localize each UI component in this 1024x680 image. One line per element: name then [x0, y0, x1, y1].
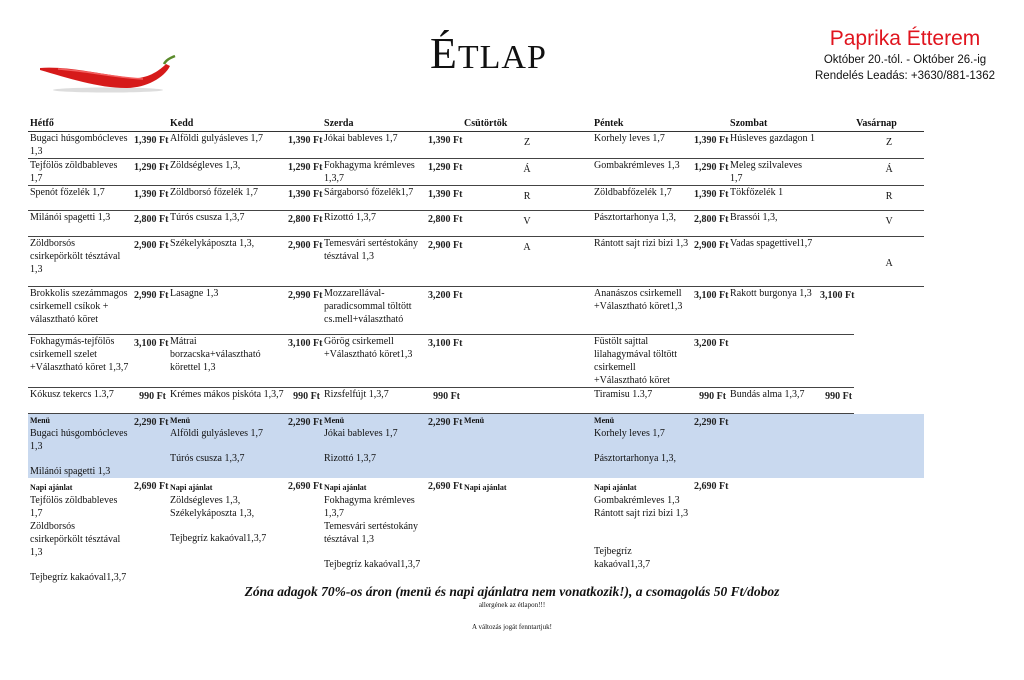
- menu-price: 2,290 Ft: [426, 414, 462, 479]
- footer-note: Zóna adagok 70%-os áron (menü és napi ajánlatra nem vonatkozik!), a csomagolás 50 Ft/doboz: [244, 584, 780, 599]
- daily-offer-price: 2,690 Ft: [134, 481, 169, 492]
- empty-cell: [854, 287, 924, 335]
- daily-offer-cell: [28, 478, 132, 584]
- dish-price: 1,390 Ft: [132, 186, 168, 211]
- dish-name: Tökfőzelék 1: [728, 186, 818, 211]
- dish-price: 3,100 Ft: [426, 335, 462, 388]
- restaurant-info: [800, 26, 1010, 84]
- dish-name: Székelykáposzta 1,3,: [168, 237, 286, 287]
- dish-price: 3,100 Ft: [132, 335, 168, 388]
- menu-label: Menü: [324, 416, 345, 425]
- dish-price: 2,900 Ft: [426, 237, 462, 287]
- menu-row: [28, 132, 924, 159]
- menu-item: Milánói spagetti 1,3: [30, 466, 111, 477]
- closed-letter: A: [854, 237, 924, 287]
- daily-offer-item: Zöldségleves 1,3,: [170, 495, 241, 506]
- menu-label: Menü: [30, 416, 50, 425]
- dish-price: 990 Ft: [692, 388, 728, 414]
- menu-cell: [462, 414, 592, 479]
- daily-offer-label: Napi ajánlat: [464, 483, 507, 492]
- daily-offer-price: 2,690 Ft: [288, 481, 323, 492]
- closed-letter: Á: [462, 159, 592, 186]
- menu-cell: [592, 414, 692, 479]
- dish-price: [818, 186, 854, 211]
- dish-name: Rizsfelfújt 1,3,7: [322, 388, 426, 414]
- dish-price: 1,390 Ft: [286, 186, 322, 211]
- menu-price: 2,290 Ft: [132, 414, 168, 479]
- dish-name: Zöldborsós csirkepörkölt tésztával 1,3: [28, 237, 132, 287]
- menu-label: Menü: [594, 416, 615, 425]
- dish-name: Brassói 1,3,: [728, 211, 818, 237]
- menu-cell: [322, 414, 426, 479]
- spacer: [30, 453, 130, 465]
- dish-price: 2,990 Ft: [286, 287, 322, 335]
- empty-cell: [854, 388, 924, 414]
- closed-letter: R: [462, 186, 592, 211]
- dish-name: Meleg szilvaleves 1,7: [728, 159, 818, 186]
- dish-price: [818, 237, 854, 287]
- day-header: Csütörtök: [462, 117, 592, 132]
- empty-cell: [462, 388, 592, 414]
- menu-label: Menü: [170, 416, 191, 425]
- daily-offer-item: Rántott sajt rizi bizi 1,3: [594, 508, 689, 519]
- closed-letter: V: [854, 211, 924, 237]
- dish-name: Gombakrémleves 1,3: [592, 159, 692, 186]
- daily-offer-cell: [322, 478, 426, 584]
- dish-name: Brokkolis szezámmagos csirkemell csíkok + választható köret: [28, 287, 132, 335]
- spacer: [30, 559, 130, 571]
- dish-name: Fokhagymás-tejfölös csirkemell szelet +Választható köret 1,3,7: [28, 335, 132, 388]
- daily-offer-item: Tejbegríz kakaóval1,3,7: [170, 533, 267, 544]
- spacer: [324, 440, 424, 452]
- daily-offer-item: Tejbegríz kakaóval1,3,7: [324, 559, 421, 570]
- date-range: Október 20.-tól. - Október 26.-ig: [823, 54, 987, 66]
- dish-price: 3,200 Ft: [692, 335, 728, 388]
- menu-row: [28, 388, 924, 414]
- dish-price: 3,200 Ft: [426, 287, 462, 335]
- dish-name: Korhely leves 1,7: [592, 132, 692, 159]
- dish-price: 3,100 Ft: [286, 335, 322, 388]
- dish-price: 2,990 Ft: [132, 287, 168, 335]
- order-phone: Rendelés Leadás: +3630/881-1362: [815, 70, 995, 82]
- daily-offer-price: 2,690 Ft: [694, 481, 729, 492]
- dish-name: Mátrai borzacska+választható körettel 1,3: [168, 335, 286, 388]
- daily-offer-item: Fokhagyma krémleves 1,3,7: [324, 495, 415, 519]
- dish-price: 990 Ft: [426, 388, 462, 414]
- dish-name: Krémes mákos piskóta 1,3,7: [168, 388, 286, 414]
- dish-name: Húsleves gazdagon 1: [728, 132, 818, 159]
- spacer: [324, 546, 424, 558]
- closed-letter: Á: [854, 159, 924, 186]
- dish-price: 1,390 Ft: [692, 132, 728, 159]
- dish-name: Bugaci húsgombócleves 1,3: [28, 132, 132, 159]
- empty-cell: [462, 335, 592, 388]
- closed-letter: Z: [854, 132, 924, 159]
- daily-offer-label: Napi ajánlat: [170, 483, 213, 492]
- empty-cell: [854, 414, 924, 479]
- dish-name: Rakott burgonya 1,3: [728, 287, 818, 335]
- dish-name: Kókusz tekercs 1.3,7: [28, 388, 132, 414]
- dish-name: Füstölt sajttal lilahagymával töltött csirkemell +Választható köret: [592, 335, 692, 388]
- weekly-menu-table: [28, 117, 924, 584]
- spacer: [594, 440, 690, 452]
- restaurant-name: Paprika Étterem: [829, 27, 981, 50]
- daily-offer-row: [28, 478, 924, 584]
- day-header: Hétfő: [28, 117, 168, 132]
- dish-name: Temesvári sertéstokány tésztával 1,3: [322, 237, 426, 287]
- dish-price: 1,290 Ft: [132, 159, 168, 186]
- dish-name: Spenót főzelék 1,7: [28, 186, 132, 211]
- dish-name: Tejfölös zöldbableves 1,7: [28, 159, 132, 186]
- menu-item: Alföldi gulyásleves 1,7: [170, 428, 264, 439]
- dish-price: 2,800 Ft: [426, 211, 462, 237]
- dish-name: Ananászos csirkemell +Választható köret1,3: [592, 287, 692, 335]
- dish-name: Bundás alma 1,3,7: [728, 388, 818, 414]
- menu-item: Bugaci húsgombócleves 1,3: [30, 428, 128, 452]
- spacer: [594, 520, 690, 545]
- dish-price: [818, 211, 854, 237]
- dish-price: 990 Ft: [132, 388, 168, 414]
- dish-name: Görög csirkemell +Választható köret1,3: [322, 335, 426, 388]
- dish-name: Rizottó 1,3,7: [322, 211, 426, 237]
- dish-name: Tiramisu 1.3,7: [592, 388, 692, 414]
- rights-note: A változás jogát fenntartjuk!: [472, 623, 552, 631]
- day-header: Péntek: [592, 117, 728, 132]
- dish-price: 990 Ft: [818, 388, 854, 414]
- dish-price: [818, 132, 854, 159]
- dish-name: Vadas spagettivel1,7: [728, 237, 818, 287]
- daily-offer-label: Napi ajánlat: [30, 483, 73, 492]
- dish-price: 2,800 Ft: [692, 211, 728, 237]
- day-header: Kedd: [168, 117, 322, 132]
- dish-name: Pásztortarhonya 1,3,: [592, 211, 692, 237]
- daily-offer-label: Napi ajánlat: [594, 483, 637, 492]
- dish-name: Rántott sajt rizi bizi 1,3: [592, 237, 692, 287]
- daily-offer-item: Székelykáposzta 1,3,: [170, 508, 255, 519]
- empty-cell: [854, 478, 924, 584]
- dish-price: 3,100 Ft: [818, 287, 854, 335]
- daily-offer-item: Tejbegríz kakaóval1,3,7: [594, 546, 651, 570]
- allergen-note: allergének az étlapon!!!: [478, 601, 546, 609]
- daily-offer-item: Tejbegríz kakaóval1,3,7: [30, 572, 127, 583]
- daily-offer-item: Temesvári sertéstokány tésztával 1,3: [324, 521, 419, 545]
- dish-name: Fokhagyma krémleves 1,3,7: [322, 159, 426, 186]
- empty-cell: [728, 478, 818, 584]
- menu-row: [28, 287, 924, 335]
- dish-name: [728, 335, 818, 388]
- dish-price: 2,800 Ft: [286, 211, 322, 237]
- chili-pepper-icon: [38, 52, 178, 94]
- spacer: [170, 520, 284, 532]
- dish-price: [818, 335, 854, 388]
- menu-item: Jókai bableves 1,7: [324, 428, 398, 439]
- dish-name: Mozzarellával-paradicsommal töltött cs.mell+választható: [322, 287, 426, 335]
- empty-cell: [728, 414, 818, 479]
- menu-price: 2,290 Ft: [692, 414, 728, 479]
- day-header: Szombat: [728, 117, 854, 132]
- dish-name: Jókai bableves 1,7: [322, 132, 426, 159]
- dish-price: 990 Ft: [286, 388, 322, 414]
- menu-row: [28, 186, 924, 211]
- menu-cell: [28, 414, 132, 479]
- menu-cell: [168, 414, 286, 479]
- dish-name: Zöldborsó főzelék 1,7: [168, 186, 286, 211]
- dish-price: 2,900 Ft: [692, 237, 728, 287]
- empty-cell: [462, 287, 592, 335]
- menu-price: 2,290 Ft: [286, 414, 322, 479]
- daily-offer-item: Gombakrémleves 1,3: [594, 495, 680, 506]
- dish-price: 1,390 Ft: [426, 186, 462, 211]
- closed-letter: A: [462, 237, 592, 287]
- empty-cell: [818, 478, 854, 584]
- daily-offer-cell: [592, 478, 692, 584]
- dish-price: 1,290 Ft: [426, 159, 462, 186]
- closed-letter: V: [462, 211, 592, 237]
- menu-item: Pásztortarhonya 1,3,: [594, 453, 676, 464]
- menu-label: Menü: [464, 416, 485, 425]
- dish-price: 2,900 Ft: [286, 237, 322, 287]
- dish-price: [818, 159, 854, 186]
- dish-price: 1,390 Ft: [286, 132, 322, 159]
- daily-offer-cell: [462, 478, 592, 584]
- dish-price: 1,390 Ft: [426, 132, 462, 159]
- daily-offer-cell: [168, 478, 286, 584]
- menu-row: [28, 211, 924, 237]
- dish-name: Lasagne 1,3: [168, 287, 286, 335]
- menu-row: [28, 335, 924, 388]
- dish-price: 3,100 Ft: [692, 287, 728, 335]
- dish-price: 1,290 Ft: [286, 159, 322, 186]
- daily-offer-item: Zöldborsós csirkepörkölt tésztával 1,3: [30, 521, 121, 558]
- empty-cell: [818, 414, 854, 479]
- dish-price: 2,800 Ft: [132, 211, 168, 237]
- menu-item: Túrós csusza 1,3,7: [170, 453, 245, 464]
- day-header: Szerda: [322, 117, 462, 132]
- dish-name: Alföldi gulyásleves 1,7: [168, 132, 286, 159]
- dish-name: Zöldségleves 1,3,: [168, 159, 286, 186]
- daily-offer-price: 2,690 Ft: [428, 481, 463, 492]
- dish-price: 2,900 Ft: [132, 237, 168, 287]
- daily-offer-label: Napi ajánlat: [324, 483, 367, 492]
- page-title: ÉTLAP: [430, 29, 547, 78]
- dish-name: Túrós csusza 1,3,7: [168, 211, 286, 237]
- dish-name: Milánói spagetti 1,3: [28, 211, 132, 237]
- dish-price: 1,390 Ft: [692, 186, 728, 211]
- dish-name: Zöldbabfőzelék 1,7: [592, 186, 692, 211]
- empty-cell: [854, 335, 924, 388]
- dish-price: 1,390 Ft: [132, 132, 168, 159]
- menu-row: [28, 159, 924, 186]
- closed-letter: Z: [462, 132, 592, 159]
- menu-row: [28, 237, 924, 287]
- daily-offer-item: Tejfölös zöldbableves 1,7: [30, 495, 118, 519]
- day-header-row: [28, 117, 924, 132]
- menu-of-the-day-row: [28, 414, 924, 479]
- dish-price: 1,290 Ft: [692, 159, 728, 186]
- menu-item: Rizottó 1,3,7: [324, 453, 376, 464]
- closed-letter: R: [854, 186, 924, 211]
- dish-name: Sárgaborsó főzelék1,7: [322, 186, 426, 211]
- day-header: Vasárnap: [854, 117, 924, 132]
- spacer: [170, 440, 284, 452]
- menu-item: Korhely leves 1,7: [594, 428, 665, 439]
